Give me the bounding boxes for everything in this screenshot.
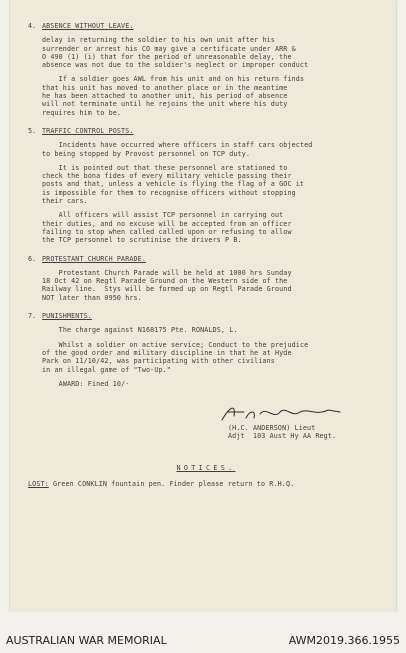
- lost-notice: [28, 480, 384, 488]
- signature-block: [28, 402, 384, 454]
- section-paragraph: AWARD: Fined 10/-: [42, 379, 130, 388]
- accession-number: AWM2019.366.1955: [288, 634, 400, 647]
- signatory-role: Adjt 103 Aust Hy AA Regt.: [228, 432, 337, 441]
- section-paragraph: If a soldier goes AWL from his unit and on his return finds that his unit has moved to another place or in the meantime he has been attached to another unit, his period of absence will not terminate until he rejoins the unit where his duty requires him to be.: [42, 75, 305, 117]
- section-heading: [28, 312, 384, 320]
- section-title: PROTESTANT CHURCH PARADE.: [42, 254, 147, 263]
- section-paragraph: Whilst a soldier on active service; Conduct to the prejudice of the good order and military discipline in that he at Hyde Park on 11/10/42, was participating with other civilians in an illegal game of "Two-Up.": [42, 340, 309, 374]
- section-heading: [28, 127, 384, 135]
- section-paragraph: All officers will assist TCP personnel in carrying out their duties, and no excuse will be accepted from an officer failing to stop when called called upon or refusing to allow the TCP personnel to scrutinise the drivers P B.: [42, 211, 292, 245]
- institution-name: AUSTRALIAN WAR MEMORIAL: [6, 634, 167, 647]
- typed-text: [28, 22, 384, 489]
- section-title: TRAFFIC CONTROL POSTS.: [42, 126, 134, 135]
- section-paragraph: Incidents have occurred where officers in staff cars objected to being stopped by Provost personnel on TCP duty.: [42, 141, 313, 158]
- lost-label: LOST:: [28, 480, 49, 489]
- section-paragraph: It is pointed out that these personnel are stationed to check the bona fides of every military vehicle passing their posts and that, unless a vehicle is flying the flag of a GOC it is impossible for them to recognise officers without stopping their cars.: [42, 163, 305, 206]
- section-heading: [28, 22, 384, 30]
- section-number: 6.: [28, 254, 37, 263]
- section-number: 7.: [28, 312, 37, 321]
- section-number: 4.: [28, 22, 37, 30]
- lost-text: Green CONKLIN fountain pen. Finder please return to R.H.Q.: [48, 480, 295, 489]
- notices-heading: NOTICES.: [176, 464, 236, 473]
- section-paragraph: Protestant Church Parade will be held at 1000 hrs Sunday 18 Oct 42 on Regtl Parade Ground on the Western side of the Railway line. Stys will be formed up on Regtl Parade Ground NOT later than 0950 hrs.: [42, 268, 292, 302]
- section-number: 5.: [28, 126, 37, 135]
- section-title: PUNISHMENTS.: [42, 312, 92, 321]
- section-title: ABSENCE WITHOUT LEAVE.: [42, 22, 134, 30]
- document-page: [10, 0, 396, 612]
- section-paragraph: The charge against N168175 Pte. RONALDS, L.: [42, 326, 238, 335]
- signatory-name: (H.C. ANDERSON) Lieut: [228, 424, 316, 433]
- section-paragraph: delay in returning the soldier to his own unit after his surrender or arrest his CO may give a certificate under ARR & O 490 (1) (i) that for the period of unreasonable delay, the absence was not due to the soldier's neglect or improper conduct: [42, 36, 309, 70]
- section-heading: [28, 255, 384, 263]
- archive-footer: [0, 612, 406, 653]
- handwritten-signature: [216, 402, 346, 426]
- signature-text: [228, 424, 336, 441]
